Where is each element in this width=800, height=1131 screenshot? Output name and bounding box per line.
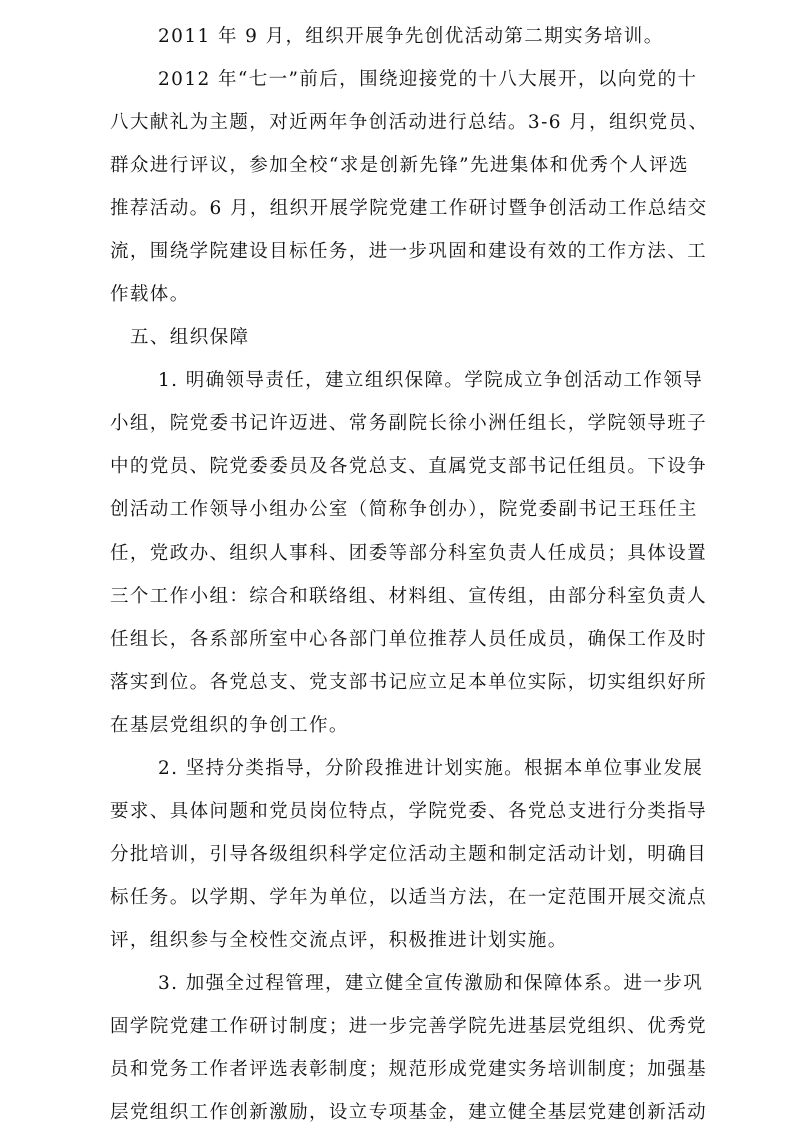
text-line: 三个工作小组：综合和联络组、材料组、宣传组，由部分科室负责人	[110, 586, 708, 607]
text-line: 要求、具体问题和党员岗位特点，学院党委、各党总支进行分类指导	[110, 801, 708, 822]
text-line: 2012 年“七一”前后，围绕迎接党的十八大展开，以向党的十	[158, 69, 698, 90]
section-heading: 五、组织保障	[130, 327, 250, 348]
text-line: 创活动工作领导小组办公室（简称争创办），院党委副书记王珏任主	[110, 499, 698, 520]
text-line: 中的党员、院党委委员及各党总支、直属党支部书记任组员。下设争	[110, 456, 708, 477]
text-line: 1. 明确领导责任，建立组织保障。学院成立争创活动工作领导	[158, 370, 704, 391]
text-line: 评，组织参与全校性交流点评，积极推进计划实施。	[110, 930, 568, 951]
text-line: 2011 年 9 月，组织开展争先创优活动第二期实务培训。	[158, 26, 664, 47]
text-line: 作载体。	[110, 284, 190, 305]
text-line: 群众进行评议，参加全校“求是创新先锋”先进集体和优秀个人评选	[110, 155, 689, 176]
text-line: 任组长，各系部所室中心各部门单位推荐人员任成员，确保工作及时	[110, 629, 708, 650]
text-line: 分批培训，引导各级组织科学定位活动主题和制定活动计划，明确目	[110, 844, 708, 865]
text-line: 推荐活动。6 月，组织开展学院党建工作研讨暨争创活动工作总结交	[110, 198, 708, 219]
text-line: 任，党政办、组织人事科、团委等部分科室负责人任成员；具体设置	[110, 543, 708, 564]
text-line: 3. 加强全过程管理，建立健全宣传激励和保障体系。进一步巩	[158, 973, 704, 994]
text-line: 在基层党组织的争创工作。	[110, 715, 349, 736]
text-line: 层党组织工作创新激励，设立专项基金，建立健全基层党建创新活动	[110, 1102, 708, 1123]
text-line: 2. 坚持分类指导，分阶段推进计划实施。根据本单位事业发展	[158, 758, 704, 779]
text-line: 流，围绕学院建设目标任务，进一步巩固和建设有效的工作方法、工	[110, 241, 708, 262]
text-line: 落实到位。各党总支、党支部书记应立足本单位实际，切实组织好所	[110, 672, 708, 693]
text-line: 八大献礼为主题，对近两年争创活动进行总结。3-6 月，组织党员、	[110, 112, 709, 133]
text-line: 员和党务工作者评选表彰制度；规范形成党建实务培训制度；加强基	[110, 1059, 708, 1080]
text-line: 小组，院党委书记许迈进、常务副院长徐小洲任组长，学院领导班子	[110, 413, 708, 434]
text-line: 固学院党建工作研讨制度；进一步完善学院先进基层党组织、优秀党	[110, 1016, 708, 1037]
text-line: 标任务。以学期、学年为单位，以适当方法，在一定范围开展交流点	[110, 887, 708, 908]
